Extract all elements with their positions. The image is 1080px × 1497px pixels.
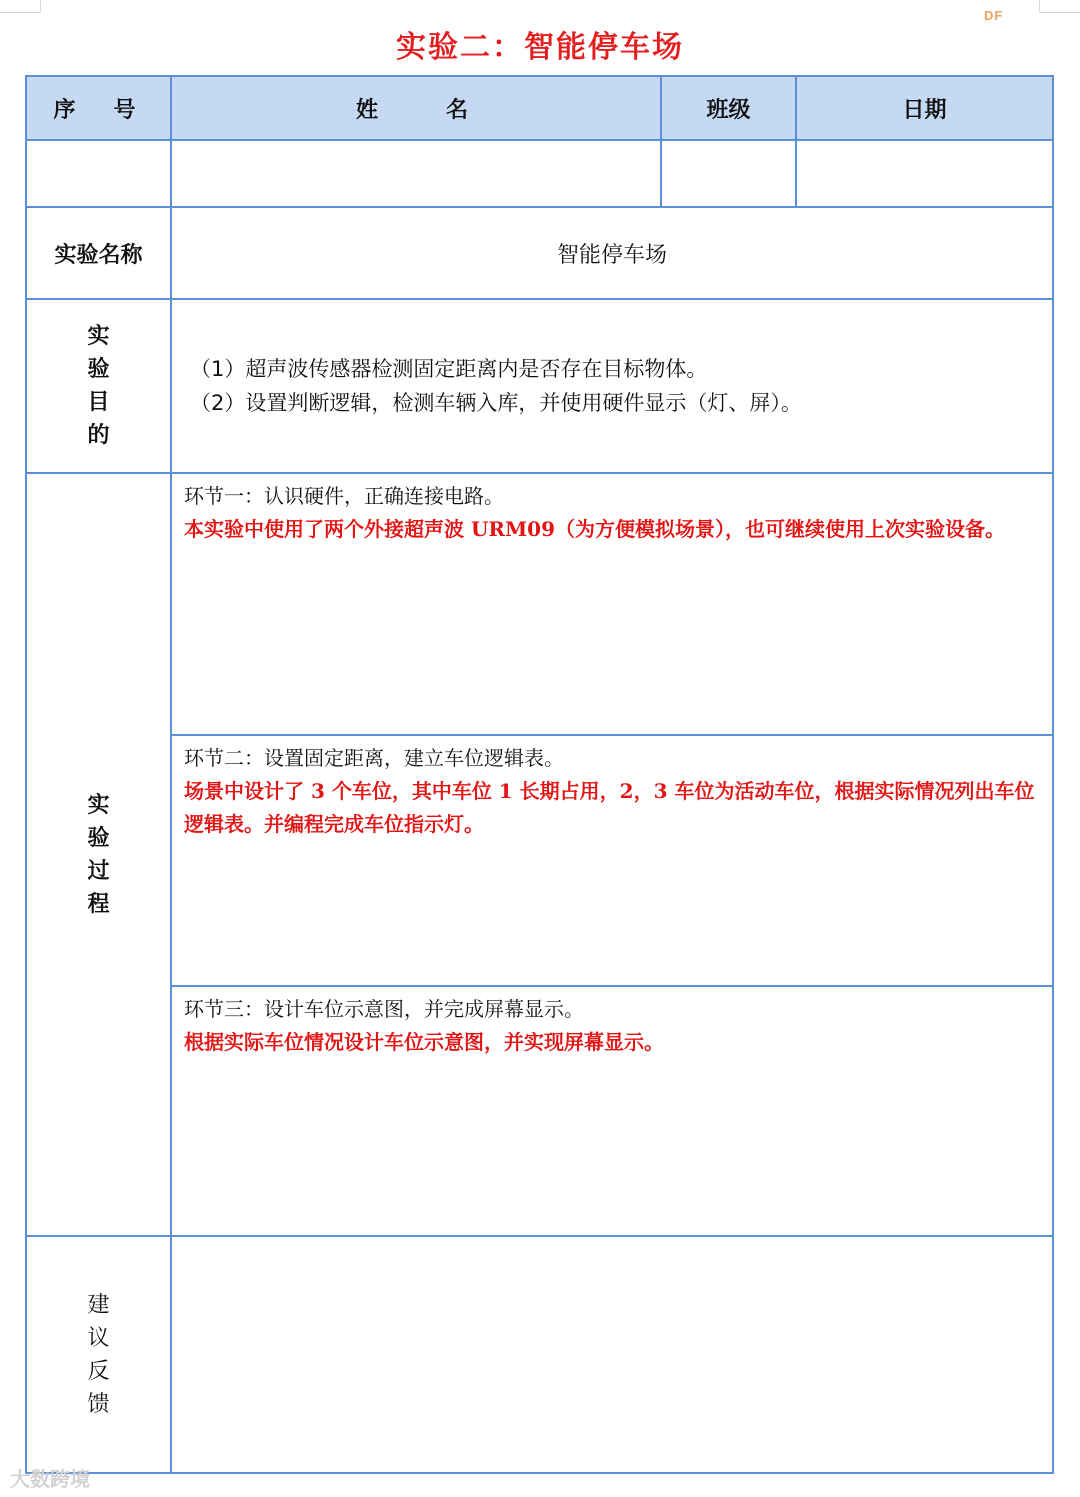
process-step-3 <box>171 986 1053 1236</box>
experiment-date-field[interactable] <box>796 140 1053 207</box>
feedback-label <box>26 1236 171 1473</box>
process-step-2 <box>171 735 1053 986</box>
student-name-field[interactable] <box>171 140 661 207</box>
watermark: 大数跨境 <box>10 1467 90 1491</box>
experiment-name-value: 智能停车场 <box>171 207 1053 299</box>
step-note: 本实验中使用了两个外接超声波 URM09（为方便模拟场景），也可继续使用上次实验设备。 <box>184 517 1005 541</box>
feedback-label-char: 建 <box>87 1292 110 1318</box>
header-date: 日期 <box>796 76 1053 140</box>
feedback-label-char: 议 <box>87 1325 110 1351</box>
page-corner-mark <box>0 0 41 13</box>
process-step-row <box>26 473 1053 735</box>
step-title: 环节一：认识硬件，正确连接电路。 <box>184 484 504 508</box>
process-label-char: 验 <box>87 825 110 851</box>
purpose-label-char: 验 <box>87 357 110 382</box>
step-note: 根据实际车位情况设计车位示意图，并实现屏幕显示。 <box>184 1030 664 1054</box>
document-title: 实验二：智能停车场 <box>396 30 684 65</box>
experiment-name-label: 实验名称 <box>26 207 171 299</box>
feedback-content-field[interactable] <box>171 1236 1053 1473</box>
process-label-char: 过 <box>87 858 110 884</box>
header-row <box>26 76 1053 140</box>
page-corner-mark <box>1039 0 1080 13</box>
df-logo: DF <box>984 8 1004 23</box>
experiment-name-row <box>26 207 1053 299</box>
purpose-line: （2）设置判断逻辑，检测车辆入库，并使用硬件显示（灯、屏）。 <box>190 391 802 415</box>
header-class: 班级 <box>661 76 796 140</box>
student-info-row <box>26 140 1053 207</box>
feedback-label-char: 反 <box>87 1358 110 1384</box>
purpose-row <box>26 299 1053 473</box>
process-label <box>26 473 171 1236</box>
step-title: 环节二：设置固定距离，建立车位逻辑表。 <box>184 746 564 770</box>
process-step-1 <box>171 473 1053 735</box>
process-step-row <box>26 986 1053 1236</box>
step-title: 环节三：设计车位示意图，并完成屏幕显示。 <box>184 997 584 1021</box>
process-step-row <box>26 735 1053 986</box>
purpose-label <box>26 299 171 473</box>
purpose-line: （1）超声波传感器检测固定距离内是否存在目标物体。 <box>190 357 708 381</box>
header-name: 姓 名 <box>171 76 661 140</box>
purpose-label-char: 实 <box>87 324 110 349</box>
purpose-label-char: 目 <box>87 390 110 415</box>
step-note: 场景中设计了 3 个车位，其中车位 1 长期占用，2，3 车位为活动车位，根据实际情况列出车位逻辑表。并编程完成车位指示灯。 <box>184 779 1035 836</box>
feedback-label-char: 馈 <box>87 1391 110 1417</box>
process-label-char: 实 <box>87 792 110 818</box>
purpose-content <box>171 299 1053 473</box>
header-no: 序 号 <box>26 76 171 140</box>
student-class-field[interactable] <box>661 140 796 207</box>
feedback-row <box>26 1236 1053 1473</box>
student-no-field[interactable] <box>26 140 171 207</box>
process-label-char: 程 <box>87 891 110 917</box>
experiment-form-table <box>25 75 1054 1474</box>
purpose-label-char: 的 <box>87 423 110 448</box>
